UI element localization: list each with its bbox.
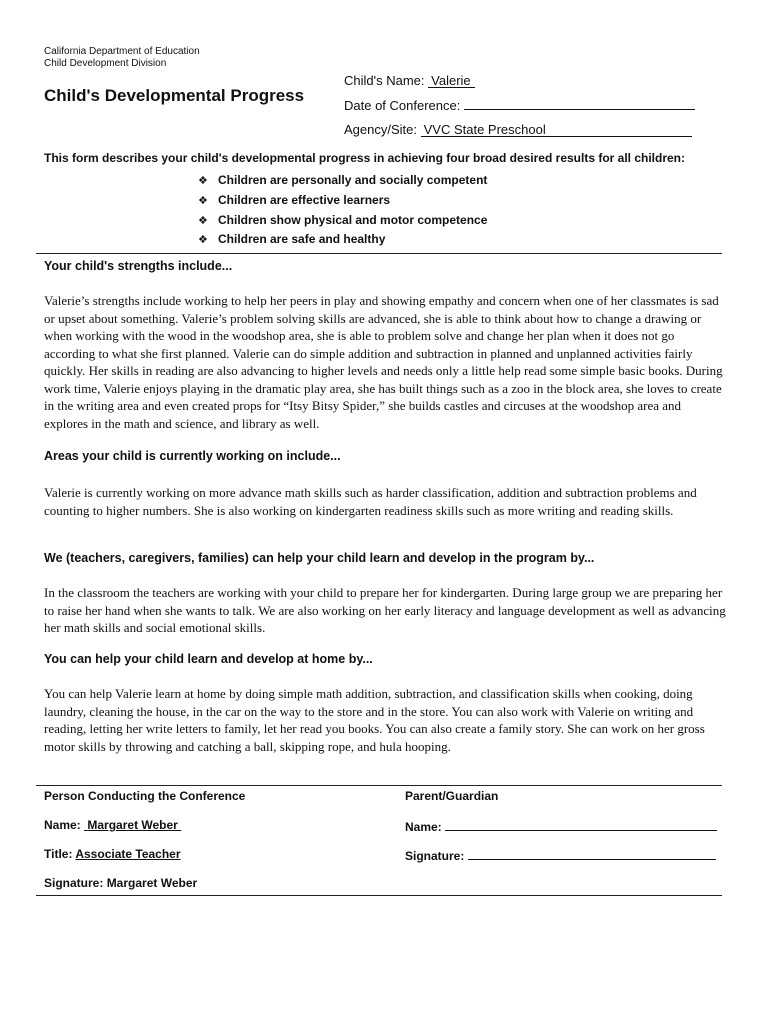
parent-name-row — [405, 818, 717, 834]
divider — [36, 895, 722, 896]
divider — [36, 253, 722, 254]
conductor-title-value: Associate Teacher — [75, 847, 181, 861]
list-item: ❖ Children are safe and healthy — [198, 232, 386, 247]
divider — [36, 785, 722, 786]
division-name: Child Development Division — [44, 58, 167, 69]
parent-heading: Parent/Guardian — [405, 789, 499, 803]
conductor-signature-value: Margaret Weber — [106, 876, 198, 890]
working-on-heading: Areas your child is currently working on include... — [44, 449, 341, 463]
child-name-field — [344, 73, 475, 88]
conference-date-label: Date of Conference: — [344, 98, 461, 113]
agency-label: Agency/Site: — [344, 122, 417, 137]
conductor-signature-row — [44, 876, 197, 890]
conductor-title-label: Title: — [44, 847, 73, 861]
conductor-title-row — [44, 847, 181, 861]
intro-text: This form describes your child's developmental progress in achieving four broad desired results for all children: — [44, 151, 686, 165]
program-help-text: In the classroom the teachers are working with your child to prepare her for kindergarten. During large group we are preparing her to raise her hand when she wants to talk. We are also working on her early literacy and language development as well as advancing her math skills and social emotional skills. — [44, 585, 726, 635]
home-help-text: You can help Valerie learn at home by doing simple math addition, subtraction, and classification skills when cooking, doing laundry, cleaning the house, in the car on the way to the store and in the store. You can also work with Valerie on writing and reading, letting her write letters to family, let her read you books. You can also create a family story. She can work on her gross motor skills by throwing and catching a ball, skipping rope, and hula hooping. — [44, 686, 705, 754]
agency-value: VVC State Preschool — [421, 123, 692, 137]
parent-signature-row — [405, 847, 716, 863]
strengths-text: Valerie’s strengths include working to help her peers in play and showing empathy and concern when one of her classmates is sad or upset about something. Valerie’s problem solving skills are advanced, she is able to think about how to change a drawing or when working with the wood in the woodshop area, she is able to problem solve and change her plan when it does not go according to what she first planned. Valerie can do simple addition and subtraction in planned and unplanned activities fairly quickly. Her skills in reading are also advancing to higher levels and needs only a little help read some simple basic books. During work time, Valerie enjoys playing in the dramatic play area, she has built things such as a zoo in the block area, she loves to create in the writing area and even created props for “Itsy Bitsy Spider,” she builds castles and circuses at the woodshop area and explores in the math and science, and library as well. — [44, 293, 723, 431]
conference-date-value — [464, 109, 695, 110]
diamond-bullet-icon: ❖ — [198, 214, 208, 227]
desired-results-list — [198, 172, 487, 251]
strengths-heading: Your child's strengths include... — [44, 259, 233, 273]
home-help-heading: You can help your child learn and develop at home by... — [44, 652, 373, 666]
department-name: California Department of Education — [44, 46, 200, 57]
parent-signature-line — [468, 847, 716, 860]
diamond-bullet-icon: ❖ — [198, 175, 208, 187]
conductor-name-row — [44, 818, 181, 832]
list-item: ❖ Children are personally and socially competent — [198, 173, 488, 187]
conductor-name-value: Margaret Weber — [87, 818, 178, 832]
conductor-heading: Person Conducting the Conference — [44, 789, 246, 803]
list-item: ❖ Children show physical and motor competence — [198, 212, 488, 227]
agency-field — [344, 122, 692, 137]
conductor-signature-label: Signature: — [44, 876, 104, 890]
conductor-name-label: Name: — [44, 818, 81, 832]
parent-name-line — [445, 818, 717, 831]
program-help-heading: We (teachers, caregivers, families) can help your child learn and develop in the program by... — [44, 551, 595, 565]
parent-signature-label: Signature: — [405, 849, 465, 863]
diamond-bullet-icon: ❖ — [198, 234, 208, 247]
form-title: Child's Developmental Progress — [44, 86, 305, 105]
child-name-label: Child's Name: — [344, 73, 425, 88]
child-name-value: Valerie — [428, 74, 475, 88]
parent-name-label: Name: — [405, 820, 442, 834]
diamond-bullet-icon: ❖ — [198, 194, 208, 207]
list-item: ❖ Children are effective learners — [198, 192, 391, 207]
conference-date-field — [344, 98, 695, 113]
working-on-text: Valerie is currently working on more advance math skills such as harder classification, addition and subtraction problems and counting to higher numbers. She is also working on kindergarten readiness skills such as more writing and reading skills. — [44, 485, 697, 518]
